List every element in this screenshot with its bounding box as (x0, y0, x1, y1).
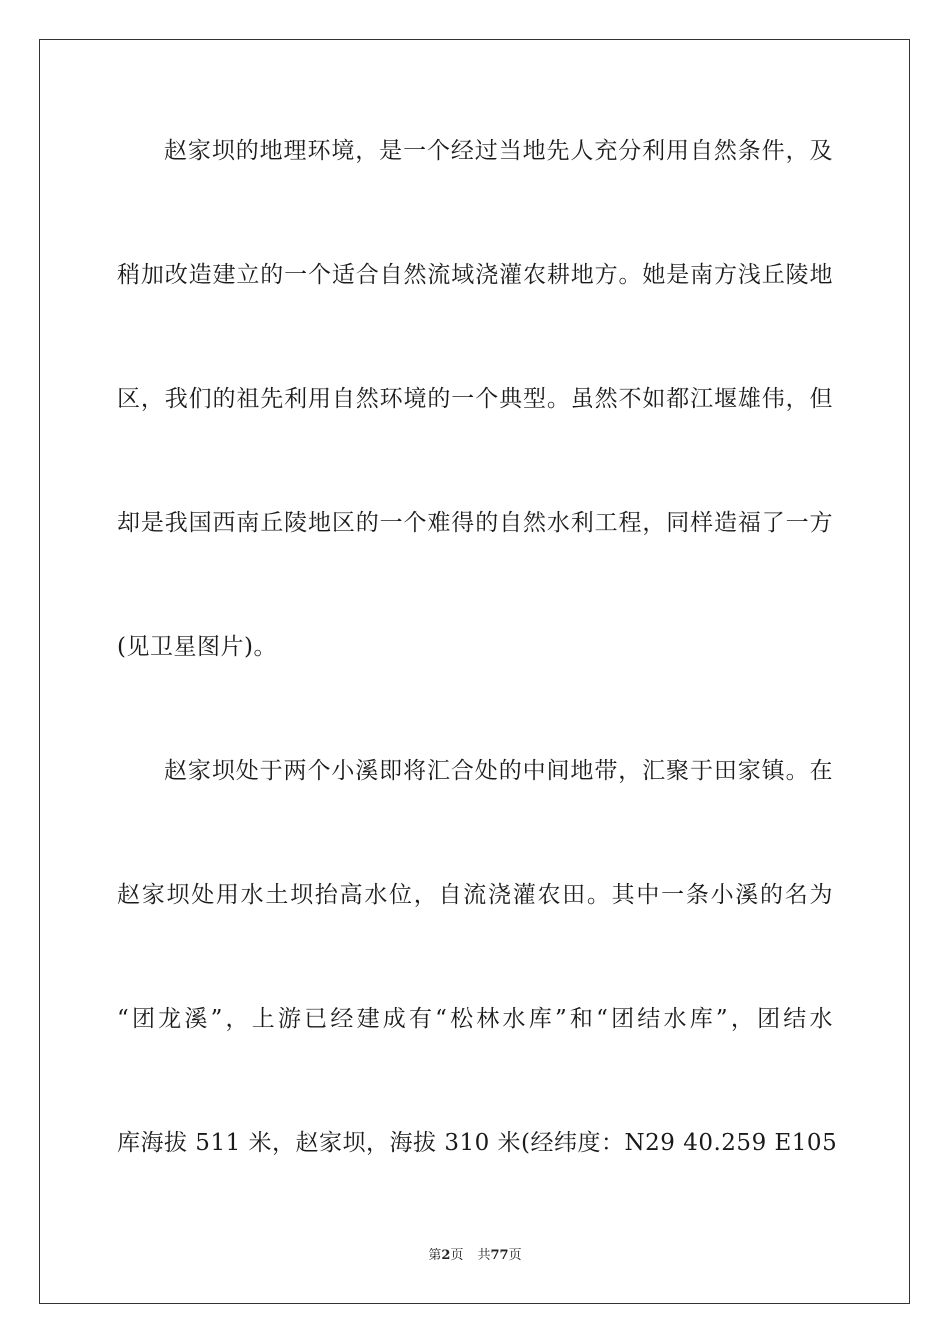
page-footer (0, 1247, 950, 1265)
paragraph-1-line-1: 赵家坝的地理环境，是一个经过当地先人充分利用自然条件，及 (164, 138, 833, 164)
paragraph-1-line-4: 却是我国西南丘陵地区的一个难得的自然水利工程，同样造福了一方 (117, 510, 833, 536)
paragraph-2-line-1: 赵家坝处于两个小溪即将汇合处的中间地带，汇聚于田家镇。在 (164, 758, 833, 784)
total-pages: 77 (490, 1248, 509, 1263)
paragraph-1-line-2: 稍加改造建立的一个适合自然流域浇灌农耕地方。她是南方浅丘陵地 (117, 262, 833, 288)
total-suffix: 页 (508, 1248, 522, 1263)
paragraph-1-line-5: (见卫星图片)。 (117, 634, 277, 660)
total-prefix: 共 (477, 1248, 491, 1263)
paragraph-2-line-2: 赵家坝处用水土坝抬高水位，自流浇灌农田。其中一条小溪的名为 (117, 882, 833, 908)
paragraph-2-line-3: “团龙溪”，上游已经建成有“松林水库”和“团结水库”，团结水 (117, 1006, 833, 1032)
paragraph-2-line-4: 库海拔 511 米，赵家坝，海拔 310 米(经纬度：N29 40.259 E105 (117, 1130, 838, 1156)
page-suffix: 页 (450, 1248, 464, 1263)
page-frame (39, 39, 910, 1304)
page-prefix: 第 (428, 1248, 442, 1263)
page-number: 2 (441, 1248, 451, 1263)
paragraph-1-line-3: 区，我们的祖先利用自然环境的一个典型。虽然不如都江堰雄伟，但 (117, 386, 833, 412)
